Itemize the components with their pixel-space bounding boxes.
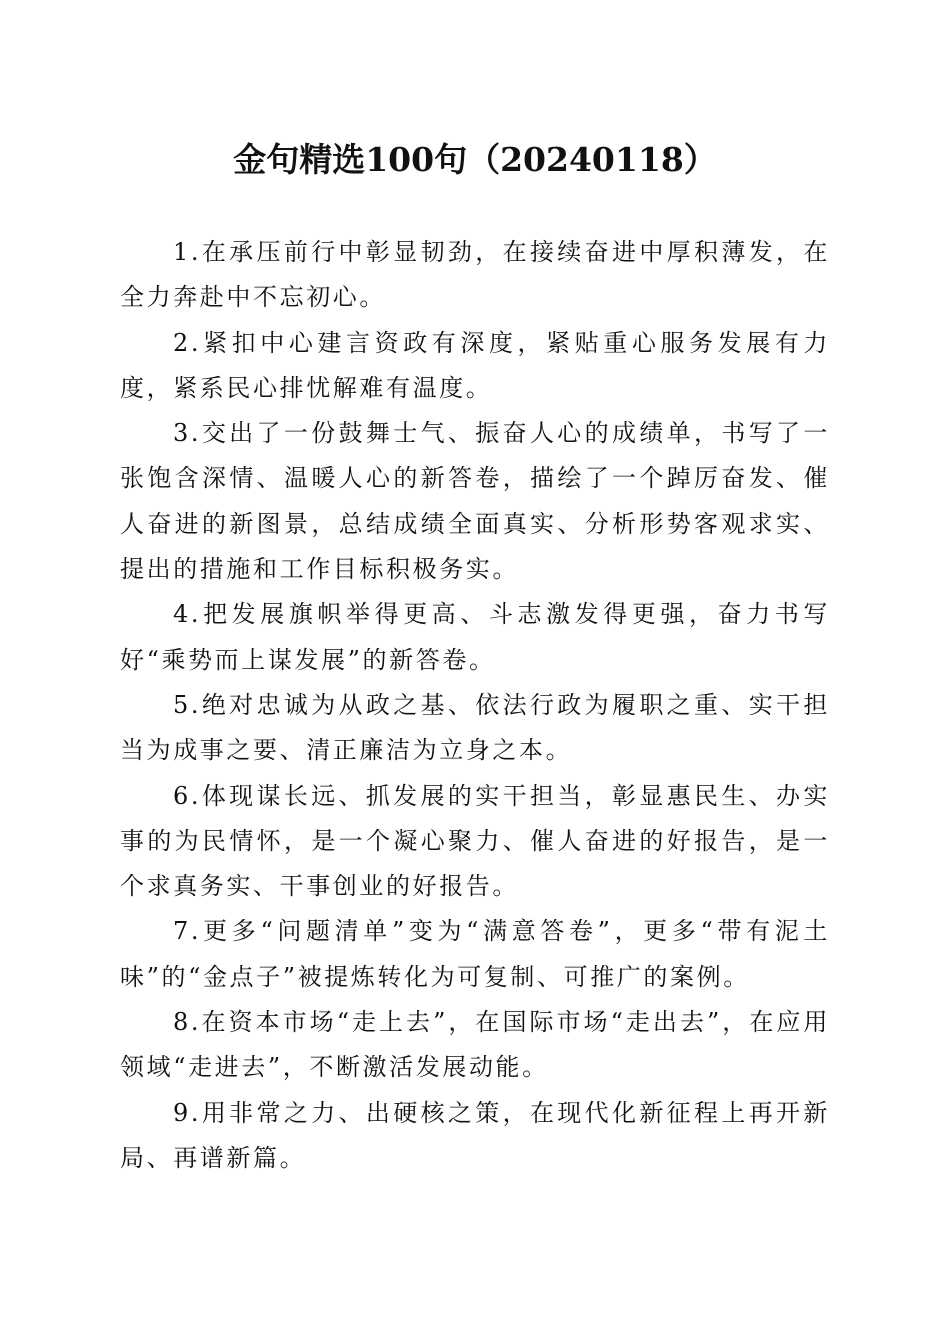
- paragraph-3: 3.交出了一份鼓舞士气、振奋人心的成绩单，书写了一张饱含深情、温暖人心的新答卷，描绘了一个踔厉奋发、催人奋进的新图景，总结成绩全面真实、分析形势客观求实、提出的措施和工作目标积极务实。: [120, 419, 830, 584]
- paragraph-1: 1.在承压前行中彰显韧劲，在接续奋进中厚积薄发，在全力奔赴中不忘初心。: [120, 238, 830, 312]
- paragraph-4: 4.把发展旗帜举得更高、斗志激发得更强，奋力书写好“乘势而上谋发展”的新答卷。: [120, 600, 830, 674]
- document-body: [120, 230, 830, 1181]
- paragraph-2: 2.紧扣中心建言资政有深度，紧贴重心服务发展有力度，紧系民心排忧解难有温度。: [120, 328, 830, 402]
- paragraph-9: 9.用非常之力、出硬核之策，在现代化新征程上再开新局、再谱新篇。: [120, 1098, 830, 1172]
- paragraph-7: 7.更多“问题清单”变为“满意答卷”，更多“带有泥土味”的“金点子”被提炼转化为可复制、可推广的案例。: [120, 917, 830, 991]
- paragraph-6: 6.体现谋长远、抓发展的实干担当，彰显惠民生、办实事的为民情怀，是一个凝心聚力、催人奋进的好报告，是一个求真务实、干事创业的好报告。: [120, 781, 830, 901]
- paragraph-8: 8.在资本市场“走上去”，在国际市场“走出去”，在应用领域“走进去”，不断激活发展动能。: [120, 1008, 830, 1082]
- paragraph-5: 5.绝对忠诚为从政之基、依法行政为履职之重、实干担当为成事之要、清正廉洁为立身之本。: [120, 690, 830, 765]
- document-title: 金句精选100句（20240118）: [233, 140, 717, 179]
